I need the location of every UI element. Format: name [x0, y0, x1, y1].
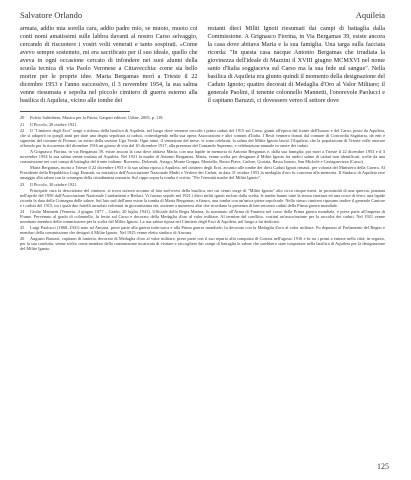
footnote	[20, 115, 385, 120]
footnote-divider	[20, 111, 130, 112]
footnote-number: 21	[20, 121, 25, 127]
running-header	[20, 10, 385, 25]
footnotes	[20, 115, 385, 251]
document-page	[20, 10, 385, 253]
footnote-text: A Grignasco Fiorina, in via Bergamas 39, esiste ancora la casa dove abitava Maria, con una lapide in memoria di Antonio Bergamas e, dalla sua famiglia; poi morì a Trieste il 22 dicembre 1953 e il 3 novembre 1954 la sua salma venne traslata ad Aquileia. Nel 1921 la madre di Antonio Bergamas, Maria, venne scelta per designare il Milite Ignoto fra undici salme di caduti non identificati, scelte da una commissione nei vari campi di battaglia del fronte italiano: Rovereto, Dolomiti, Asiago, Monte Grappa, Montello, Basso Piave, Cadore, Gorizia, Basso Isonzo, San Michele e Castagnevizza (Carso).	[20, 149, 385, 165]
header-place: Aquileia	[355, 10, 385, 20]
footnote	[20, 122, 385, 127]
footnote	[20, 225, 385, 235]
footnote-text: Luigi Paolucci (1868–1941) nato ad Ancona, prese parte alla guerra italo-turca e alla Prima guerra mondiale; fu decorato con la Medaglia d'oro al valor militare. Fu deputato al Parlamento del Regno e membro della commissione che designò il Milite Ignoto. Nel 1925 venne eletto sindaco di Ancona.	[20, 225, 385, 236]
body-paragraph: armata, addio mia sorella cara, addio padre mio, se muoio, muoio coi conti nomi amatissimi sulle labbra davanti al nostro Carso selvaggio, cercando di riscuotere i vostri volti venerati e tanto sospirati. «Come avevo sempre sostenuto, mi era sacrificato per il suo ideale, quello che aveva in ogni occasione cercato di infondere nei suoi alunni della scuola tecnica di via Paolo Veronese a Cittavecchia: come sia bello morire per le proprie idee. Maria Bergamas morì a Trieste il 22 dicembre 1953 e l'anno successivo, il 3 novembre 1954, la sua salma venne riesumata e sepolta nel piccolo cimitero di guerra esterno alla basilica di Aquileia, vicino alle tombe dei	[20, 26, 198, 105]
footnote-text: Augusto Baruzzi, capitano di fanteria, decorato di Medaglia d'oro al valor militare, prese parte con il suo reparto alla conquista di Gorizia nell'agosto 1916 e fu tra i primi a entrare nella città; in seguito, per la sua condotta, venne scelto come membro della commissione incaricata di visitare e raccogliere dai campi di battaglia le salme che sarebbero state trasportate nella basilica di Aquileia per la designazione del Milite Ignoto.	[20, 236, 385, 252]
footnote-text: Il Piccolo, 30 ottobre 1921.	[30, 181, 78, 187]
footnote-number: 23	[20, 181, 25, 187]
body-paragraph: restanti dieci Militi Ignoti riesumati dai campi di battaglia dalla Commissione. A Grignasco Fiorina, in Via Bergamas 39, esiste ancora la casa dove abitava Maria e la sua famiglia. Una targa sulla facciata ricorda: "In questa casa nacque Antonio Bergamas che irradiata la giovinezza dell'ideale di Mazzini il XVIII giugno MCMXVI nel nome santo d'Italia soggiaceva sul Carso ma la sua fede sul sangue". Nella basilica di Aquileia era giunto quindi il momento della designazione del Caduto Ignoto; quattro decorati di Medaglia d'Oro al Valor Militare; il generale Paolini, il tenente colonnello Mannetti, l'onorevole Paolucci e il capitano Baruzzi, ci dovessero vereo il settore dove	[207, 26, 385, 105]
footnote	[20, 236, 385, 251]
footnote	[20, 128, 385, 148]
footnote-text: Fulvio Salimbeni, Musica per la Patria, Gaspari editore, Udine, 2005, p. 118.	[30, 115, 164, 121]
footnote-text: Principale cura la descrizione del cimitero, si trova un'area accanto al lato sud-ovest della basilica, nei cui centri sorge di "Milite Ignoto" alto circa cinque metri, in prossimità di una quercia, piantata nell'aprile del 1950 dall'Associazione Nazionale Combattenti e Reduci. Vi furono sepolti nel 1921 i dieci militi ignoti esclusi dalla scelta; le tombe hanno tutte la stessa struttura ed una croce di ferro; una lapide ricorda la data della Consegna delle salme. Sul lato sud dell'area esiste la tomba di Maria Bergamas; a fianco, una tomba con un'unica pietra sepolcrale. Nello stesso cimitero riposano inoltre il generale Cantore e i caduti del 1915, tra i quali due fratelli arruolati volontari in giovanissima età, assieme a numerosi altri che ricordano la presenza di ben seicento caduti della Prima guerra mondiale.	[20, 187, 385, 208]
footnote-text: Maria Bergamas, morta a Trieste il 22 dicembre 1953 e la sua salma riposa a Aquileia, nel cimitero degli Eroi, accanto alle tombe dei dieci Caduti Ignoti rimasti, per volontà del Ministero della Guerra. Al Presidente della Repubblica Luigi Einaudi, su iniziativa dell'Associazione Nazionale Madri e Vedove dei Caduti, in data 31 ottobre 1953 la medaglia d'oro fu concessa alla memoria. Il Sindaco di Aquileia rese omaggio alla salma con la consegna della cittadinanza onoraria. Sul cippo sopra la tomba è scritto: "Per l'eternità madre del Milite Ignoto".	[20, 165, 385, 181]
footnote	[20, 182, 385, 187]
header-author: Salvatore Orlando	[20, 10, 83, 20]
footnote-number: 22	[20, 127, 25, 133]
footnote-text: Giulio Mannetti (Venezia, 4 giugno 1877 – Grado, 20 luglio 1941). Ufficiale della Regia Marina, fu nominato all'Arma di Fanteria nel corso della Prima guerra mondiale, e prese parte all'impresa di Fiume. Pervenuto al grado di colonnello, fu ferito sul Carso e decorato della Medaglia d'oro al valor militare. Al termine del conflitto, costituì un'associazione per la raccolta dei caduti. Nel 1921 venne nominato membro della commissione per la scelta del Milite Ignoto. La sua salma riposa nel Cimitero degli Eroi di Aquileia, nel luogo a lui dedicato.	[20, 208, 385, 225]
footnote	[20, 149, 385, 164]
footnote-text: Il Piccolo, 28 ottobre 1921.	[30, 121, 78, 127]
footnote-number: 25	[20, 225, 25, 231]
footnote	[20, 209, 385, 224]
page-number: 125	[377, 462, 389, 471]
footnote	[20, 165, 385, 180]
footnote-number: 20	[20, 115, 25, 121]
footnote	[20, 188, 385, 208]
footnote-number: 24	[20, 208, 25, 214]
body-text	[20, 25, 385, 105]
footnote-number: 26	[20, 236, 25, 242]
footnote-text: Il "Cimitero degli Eroi" sorge a ridosso della basilica di Aquileia, nel luogo dove vennero raccolti i primi caduti del 1915 sul Carso, giunti all'epoca dal fronte dell'Isonzo e del Carso, posto da Aquileia, che si adoperò in quegli anni per dare una degna sepoltura ai caduti, coinvolgendo nella sua opera Associazioni e altri comuni d'Italia. I Resti vennero donati dal comune di Concordia Sagittaria, da enti e signorini del comune di Firenze, su invito della sezione Ugo Verda. Ogni anno, il ventesimo del mese, vi sono celebrati, la salma del Milite Ignoto lasciò l'Aquileia, che la popolazione di Trieste volle onorare offrendo per la ricorrenza del dicembre 1916 un giorno di vita dal 10 dicembre 1917, alla presenza del Comando Supremo, e celebrazione annuale in onore dei caduti.	[20, 127, 385, 148]
